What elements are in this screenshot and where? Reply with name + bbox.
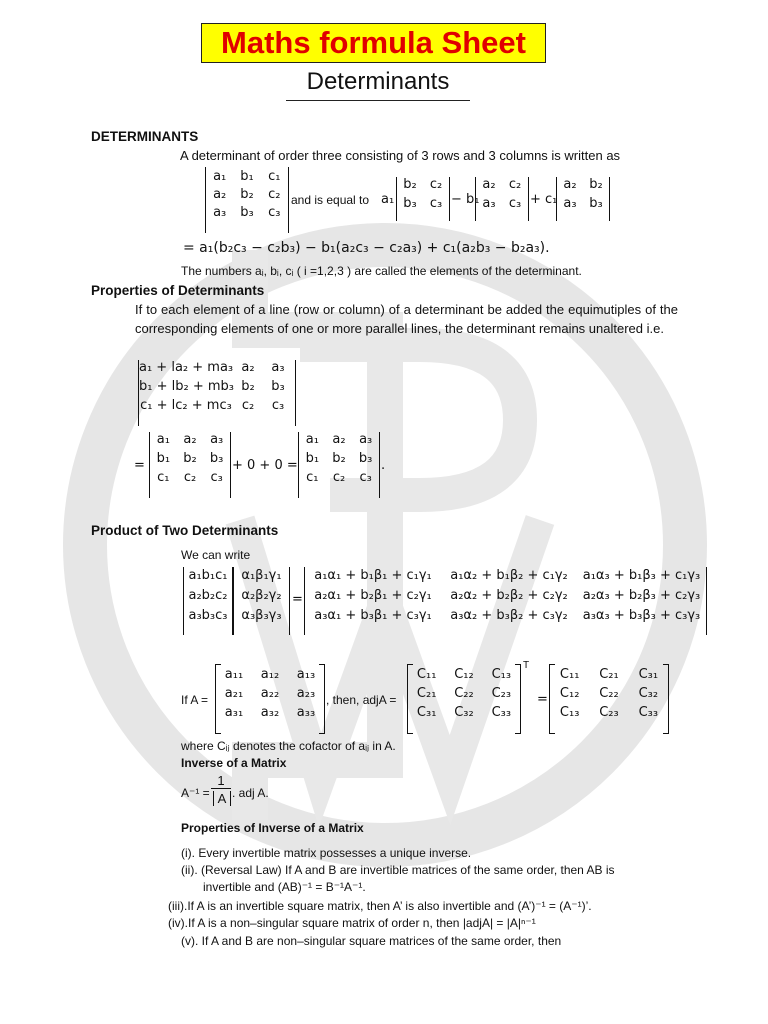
minor-2	[475, 177, 529, 221]
prop-2: (ii). (Reversal Law) If A and B are invertible matrices of the same order, then AB is	[181, 863, 615, 877]
expansion-formula: = a₁(b₂c₃ − c₂b₃) − b₁(a₂c₃ − c₂a₃) + c₁(a₂b₃ − b₂a₃).	[183, 240, 550, 256]
det-cell: a₃	[213, 205, 227, 220]
matrix-cell: a₁₂	[260, 667, 280, 682]
det-cell: b₃	[358, 451, 373, 466]
matrix-cell: a₁₃	[296, 667, 316, 682]
matrix-cell: C₃₃	[638, 705, 659, 720]
matrix-cell: C₁₁	[416, 667, 437, 682]
product-heading: Product of Two Determinants	[91, 523, 279, 538]
transpose-mark: T	[523, 660, 530, 671]
matrix-cell: C₂₃	[491, 686, 512, 701]
det-cell: b₂	[240, 187, 254, 202]
minor-cell: c₃	[508, 196, 522, 211]
det-cell: c₂	[183, 470, 197, 485]
inverse-rhs: . adj A.	[232, 786, 269, 800]
det-cell: b₂	[332, 451, 346, 466]
product-cell: a₂α₂ + b₂β₂ + c₂γ₂	[450, 588, 568, 603]
coef-b1: − b₁	[451, 192, 480, 207]
matrix-cell: a₃₂	[260, 705, 280, 720]
det-cell: a₃	[359, 432, 373, 447]
big-det-cell: a₂	[241, 360, 255, 375]
matrix-cell: C₂₂	[454, 686, 474, 701]
det-cell: b₃	[209, 451, 224, 466]
det-cell: a₃	[210, 432, 224, 447]
prop-1: (i). Every invertible matrix possesses a unique inverse.	[181, 846, 472, 860]
product-eq: =	[292, 592, 303, 607]
det-cell: c₁	[268, 169, 281, 184]
big-det-cell: b₂	[241, 379, 255, 394]
det-cell: a₂	[183, 432, 197, 447]
det-cell: b₁	[305, 451, 320, 466]
det-cell: b₁	[240, 169, 254, 184]
properties-heading: Properties of Determinants	[91, 283, 265, 298]
minor-cell: b₃	[589, 196, 603, 211]
prop-2-cont: invertible and (AB)⁻¹ = B⁻¹A⁻¹.	[203, 880, 366, 894]
minor-1	[396, 177, 450, 221]
we-can-write: We can write	[181, 548, 251, 562]
matrix-c	[407, 664, 521, 734]
det-row: α₁β₁γ₁	[241, 568, 282, 583]
det-cell: c₃	[359, 470, 372, 485]
det-cell: b₃	[240, 205, 254, 220]
det-product	[304, 567, 707, 635]
minor-cell: b₃	[403, 196, 417, 211]
det-cell: a₂	[213, 187, 227, 202]
plus-zero: + 0 + 0 =	[232, 458, 298, 473]
prop-4: (iv).If A is a non–singular square matrix of order n, then |adjA| = |A|ⁿ⁻¹	[168, 916, 536, 930]
matrix-cell: C₂₂	[599, 686, 619, 701]
det-row: a₂b₂c₂	[188, 588, 228, 603]
det-left	[149, 432, 231, 498]
product-cell: a₁α₂ + b₁β₂ + c₁γ₂	[450, 568, 568, 583]
matrix-cell: a₂₁	[224, 686, 244, 701]
inverse-denominator: A	[213, 791, 231, 806]
period: .	[381, 458, 386, 473]
matrix-a	[215, 664, 325, 734]
big-det-cell: b₃	[271, 379, 285, 394]
equal-to-text: and is equal to	[291, 193, 370, 207]
matrix-cell: C₁₂	[454, 667, 474, 682]
det-row: α₃β₃γ₃	[241, 608, 282, 623]
det-cell: c₁	[306, 470, 319, 485]
minor-cell: a₃	[563, 196, 577, 211]
det-cell: a₂	[332, 432, 346, 447]
det-cell: c₃	[210, 470, 223, 485]
matrix-cell: C₁₃	[559, 705, 580, 720]
matrix-cell: C₁₂	[559, 686, 580, 701]
det-3x3	[205, 167, 289, 233]
det-row: a₁b₁c₁	[188, 568, 228, 583]
matrix-cell: C₃₁	[638, 667, 659, 682]
inverse-lhs: A⁻¹ =	[181, 786, 210, 800]
det-cell: c₂	[268, 187, 281, 202]
page-title: Maths formula Sheet	[201, 23, 546, 63]
cofactor-note: where Cᵢⱼ denotes the cofactor of aᵢⱼ in A.	[181, 739, 396, 753]
det-cell: c₃	[268, 205, 281, 220]
matrix-cell: a₂₂	[260, 686, 280, 701]
minor-cell: c₂	[508, 177, 522, 192]
coef-c1: + c₁	[530, 192, 558, 207]
eq-prefix: =	[134, 458, 145, 473]
det-cell: a₁	[213, 169, 227, 184]
det-cell: c₁	[157, 470, 170, 485]
big-det-cell: c₂	[241, 398, 255, 413]
matrix-cell: C₁₃	[491, 667, 512, 682]
product-cell: a₃α₁ + b₃β₁ + c₃γ₁	[314, 608, 432, 623]
big-det-cell: c₃	[271, 398, 285, 413]
big-det-cell: a₁ + la₂ + ma₃	[139, 360, 234, 375]
matrix-cell: C₁₁	[559, 667, 580, 682]
prop-3: (iii).If A is an invertible square matrix, then A’ is also invertible and (A’)⁻¹ = (A⁻¹)’.	[168, 899, 592, 913]
matrix-cell: a₁₁	[224, 667, 244, 682]
minor-cell: b₂	[403, 177, 417, 192]
product-cell: a₃α₂ + b₃β₂ + c₃γ₂	[450, 608, 568, 623]
det-row: a₃b₃c₃	[188, 608, 228, 623]
det-right	[298, 432, 380, 498]
matrix-cell: C₃₃	[491, 705, 512, 720]
minor-cell: c₃	[429, 196, 443, 211]
minor-cell: c₂	[429, 177, 443, 192]
minor-cell: a₂	[563, 177, 577, 192]
matrix-cell: C₃₂	[638, 686, 659, 701]
big-det-cell: c₁ + lc₂ + mc₃	[140, 398, 232, 413]
matrix-cell: a₃₃	[296, 705, 316, 720]
props-inverse-heading: Properties of Inverse of a Matrix	[181, 821, 364, 835]
minor-cell: a₂	[482, 177, 496, 192]
matrix-cell: C₂₁	[416, 686, 437, 701]
big-det-cell: b₁ + lb₂ + mb₃	[139, 379, 234, 394]
minor-cell: a₃	[482, 196, 496, 211]
matrix-cell: C₃₁	[416, 705, 437, 720]
minor-3	[556, 177, 610, 221]
det-cell: b₂	[183, 451, 197, 466]
matrix-cell: C₃₂	[454, 705, 474, 720]
coef-a1: a₁	[381, 192, 395, 207]
inverse-heading: Inverse of a Matrix	[181, 756, 287, 770]
if-a-label: If A =	[181, 693, 209, 707]
minor-cell: b₂	[589, 177, 603, 192]
inverse-numerator: 1	[211, 773, 231, 789]
det-big	[138, 360, 296, 426]
determinant-intro: A determinant of order three consisting of 3 rows and 3 columns is written as	[180, 148, 621, 163]
determinants-heading: DETERMINANTS	[91, 129, 199, 144]
matrix-cell: a₂₃	[296, 686, 316, 701]
product-cell: a₂α₃ + b₂β₃ + c₂γ₃	[582, 588, 701, 603]
det-alpha	[233, 567, 290, 635]
product-cell: a₁α₁ + b₁β₁ + c₁γ₁	[314, 568, 432, 583]
properties-text: If to each element of a line (row or column) of a determinant be added the equimutiples of the corresponding elements of one or more parallel lines, the determinant remains unaltered i.e.	[135, 302, 678, 336]
big-det-cell: a₃	[271, 360, 285, 375]
det-cell: a₁	[156, 432, 170, 447]
matrix-cell: a₃₁	[224, 705, 244, 720]
elements-note: The numbers aᵢ, bᵢ, cᵢ ( i =1,2,3 ) are called the elements of the determinant.	[181, 264, 582, 278]
matrix-cell: C₂₃	[599, 705, 619, 720]
det-cell: c₂	[332, 470, 346, 485]
then-adj: , then, adjA =	[326, 693, 397, 707]
product-cell: a₁α₃ + b₁β₃ + c₁γ₃	[582, 568, 701, 583]
det-cell: b₁	[156, 451, 171, 466]
product-cell: a₂α₁ + b₂β₁ + c₂γ₁	[314, 588, 432, 603]
det-row: α₂β₂γ₂	[241, 588, 282, 603]
det-cell: a₁	[305, 432, 319, 447]
det-abc	[183, 567, 233, 635]
product-cell: a₃α₃ + b₃β₃ + c₃γ₃	[582, 608, 701, 623]
prop-5: (v). If A and B are non–singular square matrices of the same order, then	[181, 934, 562, 948]
matrix-c-transpose	[549, 664, 669, 734]
adj-eq: =	[537, 692, 548, 707]
matrix-cell: C₂₁	[599, 667, 619, 682]
page-subtitle: Determinants	[286, 68, 470, 101]
